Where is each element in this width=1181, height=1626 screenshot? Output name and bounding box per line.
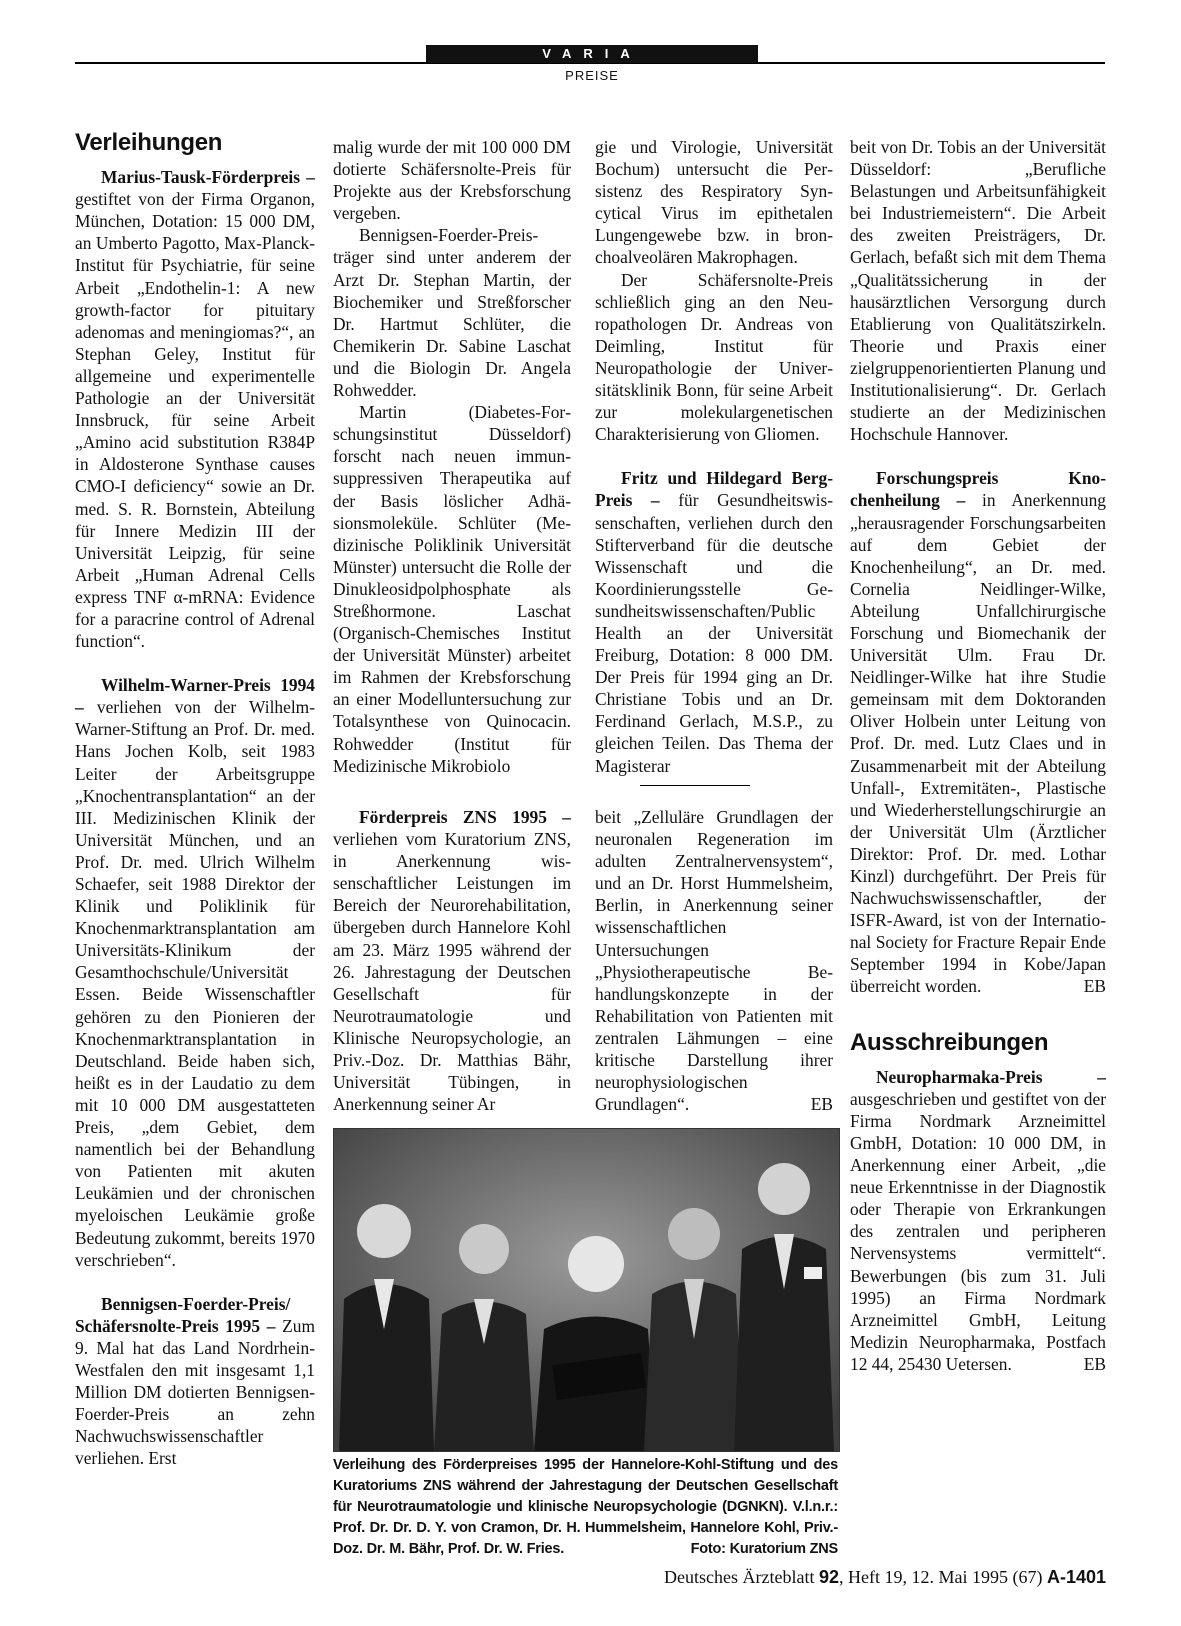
section-heading-calls: Ausschreibungen bbox=[850, 1028, 1049, 1056]
photo-credit: Foto: Kuratorium ZNS bbox=[690, 1541, 838, 1557]
paragraph: Der Schäfersnolte-Preis schließlich ging an den Neuropathologen Dr. Andreas von Deimling, Institut für Neuropathologie der Universitätsklinik Bonn, für seine Arbeit zur molekulargenetischen Charakterisierung von Gliomen. bbox=[595, 269, 833, 445]
prize-title: Neuropharmaka-Preis bbox=[876, 1066, 1043, 1087]
paragraph: Martin (Diabetes-Forschungsinstitut Düsseldorf) forscht nach neuen immunsuppressiven Therapeutika auf der Basis löslicher Adhäsionsmoleküle. Schlüter (Medizinische Poliklinik Universität Münster) untersucht die Rolle der Dinukleosidpolphosphate als Streßhormone. Laschat (Organisch-Chemisches Institut der Universität Münster) arbeitet im Rahmen der Krebsforschung an einer Modelluntersuchung zur Totalsynthese von Quinocacin. Rohwedder (Institut für Medizinische Mikrobiolo bbox=[333, 402, 571, 776]
photo-illustration bbox=[334, 1129, 839, 1451]
zns-right-column bbox=[595, 806, 833, 1115]
paragraph bbox=[595, 806, 833, 1115]
prize-text: für Gesundheitswissenschaften, verliehen durch den Stifterverband für die deutsche Wissenschaft und die Koordinierungsstelle Gesundheitswissenschaften/Public Health an der Universität Freiburg, Dotation: 8 000 DM. Der Preis für 1994 ging an Dr. Christiane Tobis und an Dr. Ferdinand Gerlach, M.S.P., zu gleichen Teilen. Das Thema der Magisterar bbox=[595, 490, 834, 776]
journal-issue: , Heft 19, 12. Mai 1995 (67) bbox=[838, 1567, 1047, 1587]
author-signature: EB bbox=[1083, 976, 1106, 997]
dash: – bbox=[632, 490, 679, 511]
author-signature: EB bbox=[810, 1094, 833, 1115]
column-3 bbox=[595, 136, 833, 777]
article-wilhelm-warner bbox=[75, 674, 315, 1271]
dash: – bbox=[1042, 1066, 1106, 1087]
journal-name: Deutsches Ärzteblatt bbox=[664, 1567, 819, 1587]
journal-volume: 92 bbox=[818, 1567, 839, 1587]
article-neuropharmaka bbox=[850, 1066, 1106, 1375]
prize-text: verliehen von der Wilhelm-Warner-Stiftung an Prof. Dr. med. Hans Jochen Kolb, seit 1983 Leiter der Arbeitsgruppe „Knochentransplantation“ an der III. Medizinischen Klinik der Universität München, und an Prof. Dr. med. Ulrich Wilhelm Schaefer, seit 1988 Direktor der Klinik und Poliklinik für Knochenmarktransplantation am Universitäts-Klinikum der Gesamthochschule/Universität Essen. Beide Wissenschaftler gehören zu den Pionieren der Knochenmarktransplantation in Deutschland. Beide haben sich, heißt es in der Laudatio zu dem mit 10 000 DM ausgestatteten Preis, „dem Gebiet, dem namentlich bei der Behandlung von Patienten mit akuten Leukämien und der chronischen myeloischen Leukämie große Bedeutung zukommt, bereits 1970 verschrieben“. bbox=[75, 697, 315, 1270]
page-number: A-1401 bbox=[1046, 1567, 1106, 1587]
column-1 bbox=[75, 129, 316, 1469]
paragraph: Bennigsen-Foerder-Preisträger sind unter anderem der Arzt Dr. Stephan Martin, der Biochemiker und Streßforscher Dr. Hartmut Schlüter, die Chemikerin Dr. Sabine Laschat und die Biologin Dr. Angela Rohwedder. bbox=[333, 225, 571, 401]
photo-caption bbox=[333, 1455, 838, 1560]
prize-text: gestiftet von der Firma Organon, München, Dotation: 15 000 DM, an Umberto Pagotto, Max-Planck-Institut für Psychiatrie, für seine Arbeit „Endothelin-1: A new growth-factor for pituitary adenomas and meningiomas?“, an Stephan Geley, Institut für allgemeine und experimentelle Pathologie an der Universität Innsbruck, für seine Arbeit „Amino acid substitution R384P in Aldosterone Synthase causes CMO-I deficiency“ sowie an Dr. med. S. R. Bornstein, Abteilung für Innere Medizin III der Universität Leipzig, für seine Arbeit „Human Adrenal Cells express TNF α-mRNA: Evidence for a paracrine control of Adrenal function“. bbox=[75, 189, 315, 652]
prize-title: Förderpreis ZNS 1995 bbox=[359, 807, 547, 827]
prize-text: in Anerkennung „herausragender Forschungsarbeiten auf dem Gebiet der Knochenheilung“, an Dr. med. Cornelia Neidlinger-Wilke, Abteilung Unfallchirurgische Forschung und Biomechanik der Universität Ulm. Frau Dr. Neidlinger-Wilke hat ihre Studie gemeinsam mit dem Doktoranden Oliver Holbein unter Leitung von Prof. Dr. med. Lutz Claes und in Zusammenarbeit mit der Abteilung Unfall-, Extremitäten-, Plastische und Wiederherstellungschirurgie an der Universität Ulm (Ärztlicher Direktor: Prof. Dr. med. Lothar Kinzl) durchgeführt. Der Preis für Nachwuchswissenschaftler, der ISFR-Award, ist von der International Society for Fracture Repair Ende September 1994 in Kobe/Japan überreicht worden. bbox=[850, 490, 1107, 997]
prize-title: Fritz und Hildegard Berg-Preis bbox=[595, 468, 833, 511]
prize-title: Wilhelm-Warner-Preis 1994 bbox=[101, 675, 315, 696]
prize-title: Bennigsen-Foerder-Preis/ Schäfersnolte-Preis 1995 bbox=[75, 1293, 291, 1336]
prize-text: Zum 9. Mal hat das Land Nordrhein-Westfalen den mit insgesamt 1,1 Million DM dotierten Bennigsen-Foerder-Preis an zehn Nachwuchswissenschaftler verliehen. Erst bbox=[75, 1315, 316, 1469]
zns-left-column bbox=[333, 806, 571, 1115]
prize-title: Forschungspreis Knochenheilung bbox=[850, 468, 1106, 511]
caption-text: Verleihung des Förderpreises 1995 der Hannelore-Kohl-Stiftung und des Kuratoriums ZNS während der Jahrestagung der Deutschen Gesellschaft für Neurotraumatologie und klinische Neuropsychologie (DGNKN). V.l.n.r.: Prof. Dr. Dr. D. Y. von Cramon, Dr. H. Hummelsheim, Hannelore Kohl, Priv.-Doz. Dr. M. Bähr, Prof. Dr. W. Fries. bbox=[333, 1457, 838, 1557]
article-marius-tausk bbox=[75, 166, 315, 652]
article-knochenheilung bbox=[850, 467, 1106, 997]
dash: – bbox=[300, 167, 315, 188]
paragraph: malig wurde der mit 100 000 DM dotierte Schäfersnolte-Preis für Projekte aus der Krebsforschung vergeben. bbox=[333, 137, 571, 224]
prize-text: ausgeschrieben und gestiftet von der Firma Nordmark Arzneimittel GmbH, Dotation: 10 000 DM, in Anerkennung einer Arbeit, „die neue Erkenntnisse in der Diagnostik oder Therapie von Erkrankungen des zentralen und peripheren Nervensystems vermittelt“. Bewerbungen (bis zum 31. Juli 1995) an Firma Nordmark Arzneimittel GmbH, Leitung Medizin Neuropharmaka, Postfach 12 44, 25430 Uetersen. bbox=[850, 1088, 1106, 1374]
award-photo bbox=[333, 1128, 840, 1452]
dash: – bbox=[939, 490, 983, 511]
column-2 bbox=[333, 136, 571, 777]
column-4 bbox=[850, 136, 1106, 1375]
prize-text: verliehen vom Kuratorium ZNS, in Anerkennung wissenschaftlicher Leistungen im Bereich der Neurorehabilitation, übergeben durch Hannelore Kohl am 23. März 1995 während der 26. Jahrestagung der Deutschen Gesellschaft für Neurotraumatologie und Klinische Neuropsychologie, an Priv.-Doz. Dr. Matthias Bähr, Universität Tübingen, in Anerkennung seiner Ar bbox=[333, 829, 571, 1115]
page-footer bbox=[664, 1567, 1106, 1588]
article-bennigsen-foerder bbox=[75, 1293, 315, 1470]
paragraph: gie und Virologie, Universität Bochum) untersucht die Persistenz des Respiratory Syncytical Virus im epithetalen Lungengewebe bzw. in bronchoalveolären Makrophagen. bbox=[595, 137, 833, 268]
author-signature: EB bbox=[1083, 1353, 1106, 1374]
subsection-label: PREISE bbox=[565, 68, 619, 83]
section-banner: VARIA bbox=[426, 45, 758, 63]
paragraph: beit von Dr. Tobis an der Universität Düsseldorf: „Berufliche Belastungen und Arbeitsunfähigkeit bei Industriemeistern“. Die Arbeit des zweiten Preisträgers, Dr. Gerlach, befaßt sich mit dem Thema „Qualitätssicherung in der hausärztlichen Versorgung durch Etablierung von Qualitätszirkeln. Theorie und Praxis einer zielgruppenorientierten Planung und Institutionalisierung“. Dr. Gerlach studierte an der Medizinischen Hochschule Hannover. bbox=[850, 137, 1106, 445]
dash: – bbox=[260, 1315, 283, 1336]
article-berg-preis bbox=[595, 467, 833, 776]
section-heading-awards: Verleihungen bbox=[75, 129, 223, 156]
article-divider bbox=[640, 785, 750, 786]
prize-text: beit „Zelluläre Grundlagen der neuronalen Regeneration im adulten Zentralnervensystem“, und an Dr. Horst Hummelsheim, Berlin, in Anerkennung seiner wissenschaftlichen Untersuchungen „Physiotherapeutische Behandlungskonzepte in der Rehabilitation von Patienten mit zentralen Lähmungen – eine kritische Darstellung ihrer neurophysiologischen Grundlagen“. bbox=[595, 807, 833, 1115]
article-zns bbox=[333, 806, 571, 1115]
dash: – bbox=[546, 807, 571, 827]
prize-title: Marius-Tausk-Förderpreis bbox=[101, 167, 301, 188]
dash: – bbox=[75, 697, 97, 718]
